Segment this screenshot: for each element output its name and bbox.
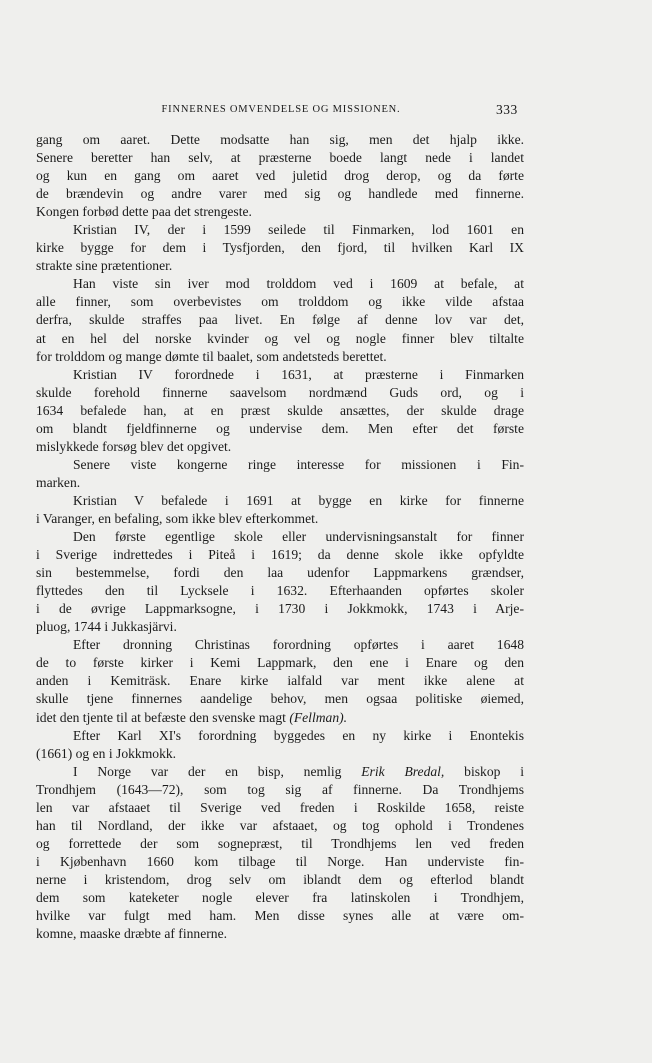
line-text: Efter Karl XI's forordning byggedes en ny kirke i Enontekis xyxy=(73,727,524,743)
text-line xyxy=(36,889,524,907)
text-line xyxy=(36,293,524,311)
line-text: i Kjøbenhavn 1660 kom tilbage til Norge. Han underviste fin- xyxy=(36,853,524,869)
italic-citation: (Fellman). xyxy=(289,709,348,725)
text-line xyxy=(36,474,524,492)
line-text: Den første egentlige skole eller undervisningsanstalt for finner xyxy=(73,529,524,545)
text-line xyxy=(36,384,524,402)
line-text: pluog, 1744 i Jukkasjärvi. xyxy=(36,619,177,635)
line-text: for trolddom og mange dømte til baalet, som andetsteds berettet. xyxy=(36,348,387,364)
line-text: Kongen forbød dette paa det strengeste. xyxy=(36,204,252,220)
line-text: 1634 befalede han, at en præst skulde ansættes, der skulde drage xyxy=(36,402,524,418)
text-line xyxy=(36,366,524,384)
line-text: nerne i kristendom, drog selv om iblandt dem og efterlod blandt xyxy=(36,871,524,887)
line-text: anden i Kemiträsk. Enare kirke ialfald var ment ikke alene at xyxy=(36,673,524,689)
line-text: sin bestemmelse, fordi den laa udenfor Lappmarkens grændser, xyxy=(36,565,524,581)
text-line xyxy=(36,239,524,257)
line-text: i Varanger, en befaling, som ikke blev efterkommet. xyxy=(36,510,319,526)
line-text: de brændevin og andre varer med sig og handlede med finnerne. xyxy=(36,186,524,202)
line-text: Kristian V befalede i 1691 at bygge en kirke for finnerne xyxy=(73,492,524,508)
text-line xyxy=(36,745,524,763)
text-line xyxy=(36,781,524,799)
line-text: gang om aaret. Dette modsatte han sig, men det hjalp ikke. xyxy=(36,132,524,147)
text-line xyxy=(36,456,524,474)
text-line xyxy=(36,853,524,871)
text-line xyxy=(36,438,524,456)
line-text: dem som kateketer nogle elever fra latinskolen i Trondhjem, xyxy=(36,889,524,905)
text-line xyxy=(36,600,524,618)
page-number: 333 xyxy=(496,102,518,117)
text-line xyxy=(36,402,524,420)
text-line xyxy=(36,492,524,510)
line-text: komne, maaske dræbte af finnerne. xyxy=(36,926,227,942)
italic-citation: Erik Bredal, xyxy=(361,763,445,779)
line-text: mislykkede forsøg blev det opgivet. xyxy=(36,438,232,454)
text-line xyxy=(36,131,524,149)
line-text: i de øvrige Lappmarksogne, i 1730 i Jokkmokk, 1743 i Arje- xyxy=(36,601,524,617)
running-title: FINNERNES OMVENDELSE OG MISSIONEN. xyxy=(161,104,401,115)
line-text: idet den tjente til at befæste den svenske magt xyxy=(36,709,286,725)
line-text: I Norge var der en bisp, nemlig xyxy=(73,763,342,779)
line-text: hvilke var fulgt med ham. Men disse synes alle at være om- xyxy=(36,908,524,924)
text-line xyxy=(36,799,524,817)
line-text: Kristian IV, der i 1599 seilede til Finmarken, lod 1601 en xyxy=(73,222,524,238)
text-line xyxy=(36,654,524,672)
line-tail: biskop i xyxy=(464,763,524,779)
line-text: og kun en gang om aaret ved juletid drog derop, og da førte xyxy=(36,168,524,184)
line-text: Senere beretter han selv, at præsterne boede langt nede i landet xyxy=(36,150,524,166)
text-line xyxy=(36,636,524,654)
text-line xyxy=(36,925,524,943)
text-line xyxy=(36,221,524,239)
line-text: flyttedes den til Lycksele i 1632. Efterhaanden opførtes skoler xyxy=(36,583,524,599)
line-text: Efter dronning Christinas forordning opførtes i aaret 1648 xyxy=(73,637,524,653)
text-line xyxy=(36,582,524,600)
text-line xyxy=(36,528,524,546)
line-text: strakte sine prætentioner. xyxy=(36,258,173,274)
text-line xyxy=(36,618,524,636)
text-line xyxy=(36,817,524,835)
line-text: om blandt fjeldfinnerne og undervise dem. Men efter det første xyxy=(36,420,524,436)
text-line xyxy=(36,871,524,889)
text-line xyxy=(36,149,524,167)
line-text: (1661) og en i Jokkmokk. xyxy=(36,745,177,761)
line-text: Senere viste kongerne ringe interesse for missionen i Fin- xyxy=(73,456,524,472)
text-line xyxy=(36,690,524,708)
text-line xyxy=(36,672,524,690)
line-text: marken. xyxy=(36,474,81,490)
line-text: skulde forehold finnerne saavelsom nordmænd Guds ord, og i xyxy=(36,384,524,400)
line-text: alle finner, som overbevistes om trolddom og ikke vilde afstaa xyxy=(36,294,524,310)
line-text: derfra, skulde straffes paa livet. En følge af denne lov var det, xyxy=(36,312,524,328)
text-line xyxy=(36,330,524,348)
line-text: Trondhjem (1643—72), som tog sig af finnerne. Da Trondhjems xyxy=(36,781,524,797)
text-line xyxy=(36,167,524,185)
body-text xyxy=(36,131,524,943)
line-text: og forrettede der som sognepræst, til Trondhjems len ved freden xyxy=(36,835,524,851)
line-text: kirke bygge for dem i Tysfjorden, den fjord, til hvilken Karl IX xyxy=(36,240,524,256)
text-line xyxy=(36,835,524,853)
text-line xyxy=(36,564,524,582)
text-line xyxy=(36,420,524,438)
text-line xyxy=(36,185,524,203)
text-line xyxy=(36,763,524,781)
line-text: Han viste sin iver mod trolddom ved i 1609 at befale, at xyxy=(73,276,524,292)
line-text: han til Nordland, der ikke var afstaaet, og tog ophold i Trondenes xyxy=(36,817,524,833)
line-text: de to første kirker i Kemi Lappmark, den ene i Enare og den xyxy=(36,655,524,671)
text-line xyxy=(36,203,524,221)
text-line xyxy=(36,275,524,293)
text-line xyxy=(36,727,524,745)
text-line xyxy=(36,311,524,329)
line-text: i Sverige indrettedes i Piteå i 1619; da denne skole ikke opfyldte xyxy=(36,547,524,563)
text-line xyxy=(36,709,524,727)
text-line xyxy=(36,257,524,275)
text-line xyxy=(36,348,524,366)
text-line xyxy=(36,546,524,564)
text-line xyxy=(36,907,524,925)
text-line xyxy=(36,510,524,528)
line-text: Kristian IV forordnede i 1631, at præsterne i Finmarken xyxy=(73,366,524,382)
line-text: len var afstaaet til Sverige ved freden i Roskilde 1658, reiste xyxy=(36,799,524,815)
line-text: at en hel del norske kvinder og vel og nogle finner blev tiltalte xyxy=(36,330,524,346)
line-text: skulle tjene finnernes aandelige behov, men ogsaa politiske øiemed, xyxy=(36,691,524,707)
